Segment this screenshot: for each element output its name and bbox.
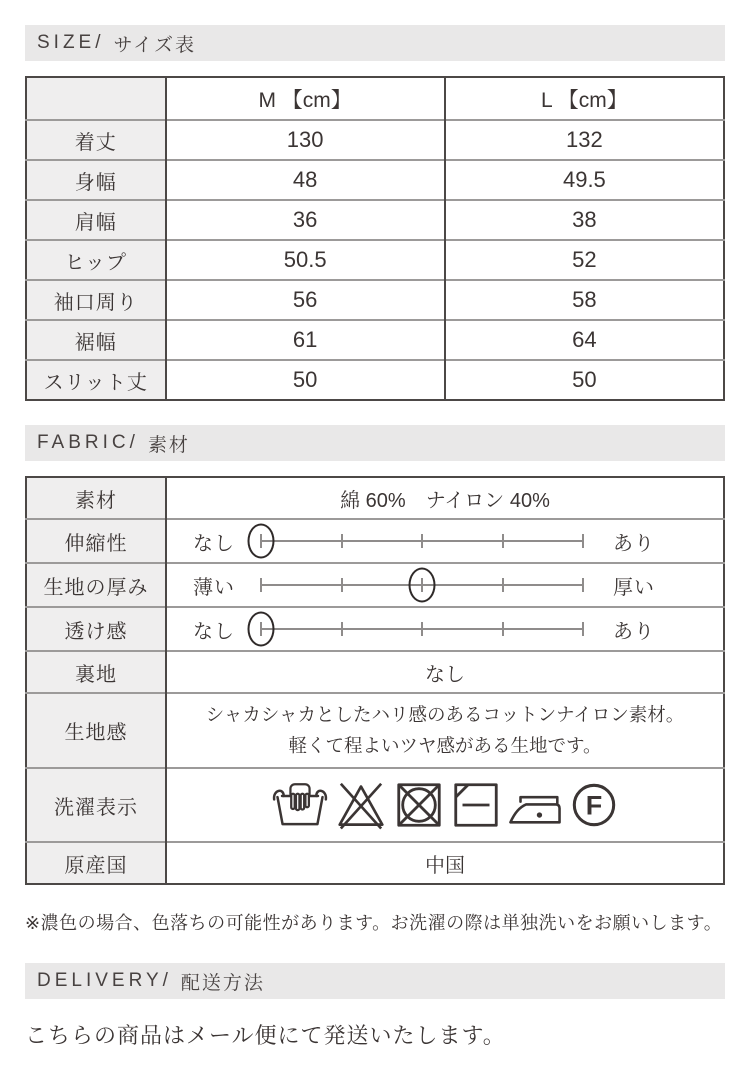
size-section-heading: [25, 25, 725, 61]
laundry-care-icons: [167, 778, 723, 832]
origin-label: 原産国: [26, 842, 166, 884]
size-table-row: [26, 200, 724, 240]
delivery-section-heading: [25, 963, 725, 999]
size-table-header-row: [26, 77, 724, 120]
size-value-m: 61: [166, 320, 445, 360]
svg-text:F: F: [585, 790, 602, 821]
size-value-l: 132: [445, 120, 724, 160]
sheerness-scale-cell: [166, 607, 724, 651]
size-row-label: ヒップ: [26, 240, 166, 280]
do-not-bleach-icon: [333, 778, 389, 832]
stretch-row: [26, 519, 724, 563]
thickness-scale-cell: [166, 563, 724, 607]
lining-value: なし: [166, 651, 724, 693]
size-row-label: 裾幅: [26, 320, 166, 360]
scale-right-label: あり: [613, 532, 655, 555]
scale-selected-marker: [248, 612, 275, 647]
thickness-label: 生地の厚み: [26, 563, 166, 607]
scale-tick: [582, 622, 584, 636]
texture-label: 生地感: [26, 693, 166, 768]
fabric-heading-ja: 素材: [147, 434, 190, 456]
flat-dry-in-shade-icon: [449, 778, 503, 832]
size-value-l: 50: [445, 360, 724, 400]
size-row-label: 肩幅: [26, 200, 166, 240]
scale-tick: [502, 578, 504, 592]
do-not-tumble-dry-icon: [392, 778, 446, 832]
sheerness-row: [26, 607, 724, 651]
scale-selected-marker: [248, 524, 275, 559]
size-row-label: 身幅: [26, 160, 166, 200]
scale-tick: [582, 578, 584, 592]
fabric-table: [25, 476, 725, 885]
scale-line: [261, 564, 583, 606]
delivery-method-text: こちらの商品はメール便にて発送いたします。: [25, 1023, 506, 1049]
iron-low-heat-icon: [506, 778, 564, 832]
size-table-row: [26, 360, 724, 400]
size-row-label: 袖口周り: [26, 280, 166, 320]
scale-tick: [341, 534, 343, 548]
scale-tick: [421, 622, 423, 636]
scale-tick: [502, 622, 504, 636]
size-value-l: 49.5: [445, 160, 724, 200]
size-row-label: スリット丈: [26, 360, 166, 400]
scale-line: [261, 608, 583, 650]
size-table-row: [26, 120, 724, 160]
delivery-heading-en: DELIVERY/: [37, 970, 172, 992]
size-value-l: 64: [445, 320, 724, 360]
material-label: 素材: [26, 477, 166, 519]
lining-row: [26, 651, 724, 693]
scale-tick: [421, 534, 423, 548]
size-table: [25, 76, 725, 401]
care-symbols-cell: [166, 768, 724, 842]
origin-value: 中国: [166, 842, 724, 884]
fabric-heading-en: FABRIC/: [37, 432, 139, 453]
scale-tick: [502, 534, 504, 548]
size-heading-ja: サイズ表: [113, 34, 196, 56]
hand-wash-icon: [270, 778, 330, 832]
size-value-m: 50: [166, 360, 445, 400]
scale-selected-marker: [409, 568, 436, 603]
scale-left-label: なし: [193, 620, 235, 643]
care-row: [26, 768, 724, 842]
stretch-label: 伸縮性: [26, 519, 166, 563]
size-value-m: 56: [166, 280, 445, 320]
origin-row: [26, 842, 724, 884]
dry-clean-petroleum-icon: [567, 778, 621, 832]
color-fading-note: ※濃色の場合、色落ちの可能性があります。お洗濯の際は単独洗いをお願いします。: [25, 913, 723, 934]
size-value-l: 58: [445, 280, 724, 320]
size-table-row: [26, 320, 724, 360]
size-value-m: 50.5: [166, 240, 445, 280]
material-value: 綿 60% ナイロン 40%: [166, 477, 724, 519]
texture-line-1: シャカシャカとしたハリ感のあるコットンナイロン素材。: [205, 704, 685, 725]
size-table-row: [26, 240, 724, 280]
lining-label: 裏地: [26, 651, 166, 693]
size-value-l: 38: [445, 200, 724, 240]
sheerness-scale: [189, 608, 701, 650]
size-table-row: [26, 160, 724, 200]
fabric-section-heading: [25, 425, 725, 461]
scale-tick: [341, 578, 343, 592]
stretch-scale-cell: [166, 519, 724, 563]
size-table-corner-cell: [26, 77, 166, 120]
thickness-scale: [189, 564, 701, 606]
size-heading-en: SIZE/: [37, 32, 105, 53]
size-value-m: 130: [166, 120, 445, 160]
scale-tick: [341, 622, 343, 636]
size-row-label: 着丈: [26, 120, 166, 160]
thickness-row: [26, 563, 724, 607]
size-value-m: 48: [166, 160, 445, 200]
stretch-scale: [189, 520, 701, 562]
size-table-row: [26, 280, 724, 320]
scale-right-label: 厚い: [613, 576, 655, 599]
scale-right-label: あり: [613, 620, 655, 643]
material-row: [26, 477, 724, 519]
delivery-heading-ja: 配送方法: [180, 972, 265, 994]
texture-row: [26, 693, 724, 768]
size-col-header-l: L 【cm】: [445, 77, 724, 120]
size-value-m: 36: [166, 200, 445, 240]
size-col-header-m: M 【cm】: [166, 77, 445, 120]
size-value-l: 52: [445, 240, 724, 280]
scale-tick: [582, 534, 584, 548]
scale-left-label: 薄い: [193, 576, 235, 599]
scale-line: [261, 520, 583, 562]
scale-tick: [260, 578, 262, 592]
scale-left-label: なし: [193, 532, 235, 555]
sheerness-label: 透け感: [26, 607, 166, 651]
texture-line-2: 軽くて程よいツヤ感がある生地です。: [288, 734, 602, 756]
texture-description: [166, 693, 724, 768]
care-label: 洗濯表示: [26, 768, 166, 842]
